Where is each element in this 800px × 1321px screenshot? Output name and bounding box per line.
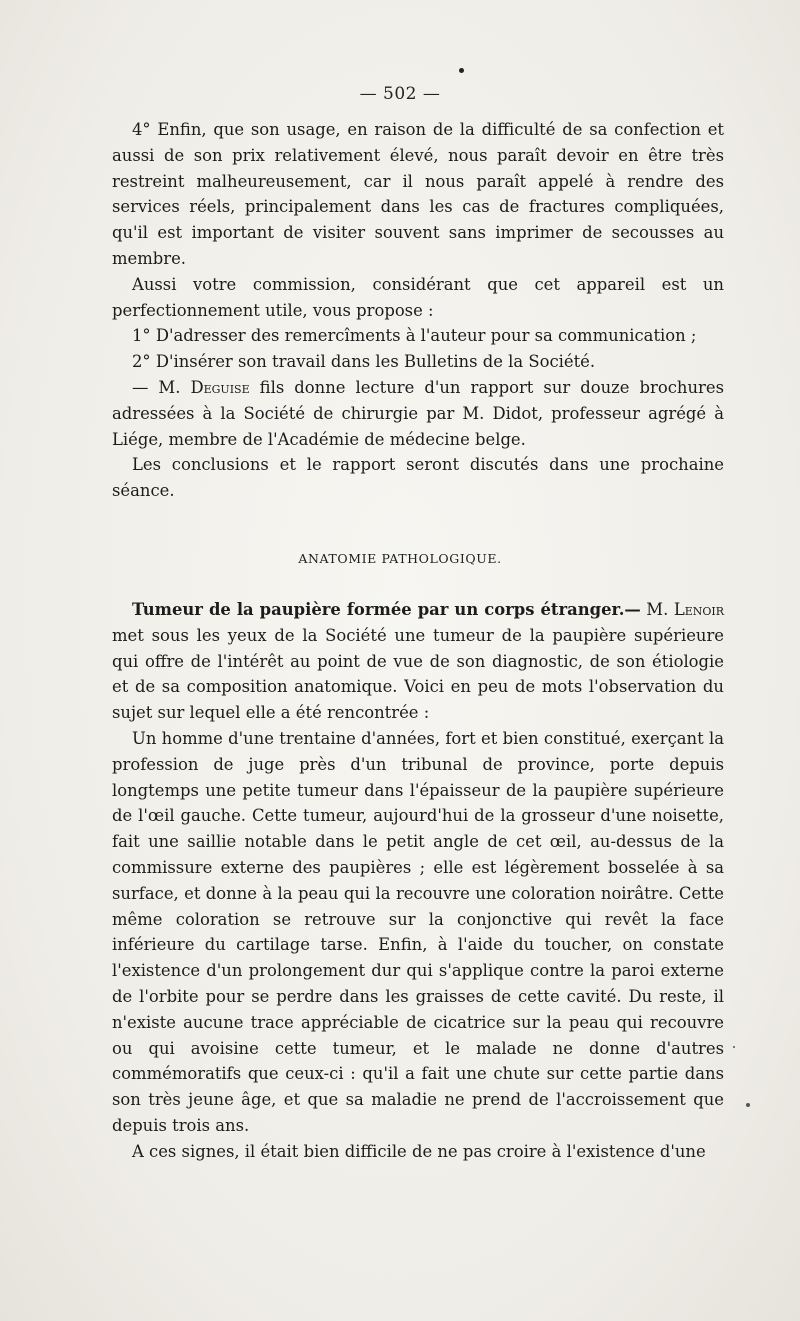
- section-heading: ANATOMIE PATHOLOGIQUE.: [298, 551, 502, 566]
- list-item-inserer: 2° D'insérer son travail dans les Bulletins de la Société.: [132, 352, 596, 372]
- paragraph-commission: Aussi votre commission, considérant que cet appareil est un perfectionnement utile, vous propose :: [112, 274, 724, 320]
- lower-text-block: [112, 597, 724, 1165]
- deguise-text: fils donne lecture d'un rapport sur douze brochures adressées à la Société de chirurgie par M. Didot, professeur agrégé à Liége, membre de l'Académie de médecine belge.: [112, 377, 724, 449]
- paragraph-observation: Un homme d'une trentaine d'années, fort et bien constitué, exerçant la profession de juge près d'un tribunal de province, porte depuis longtemps une petite tumeur dans l'épaisseur de la paupière supérieure de l'œil gauche. Cette tumeur, aujourd'hui de la grosseur d'une noisette, fait une saillie notable dans le petit angle de cet œil, au-dessus de la commissure externe des paupières ; elle est légèrement bosselée à sa surface, et donne à la peau qui la recouvre une coloration noirâtre. Cette même coloration se retrouve sur la conjonctive qui revêt la face inférieure du cartilage tarse. Enfin, à l'aide du toucher, on constate l'existence d'un prolongement dur qui s'applique contre la paroi externe de l'orbite pour se perdre dans les graisses de cette cavité. Du reste, il n'existe aucune trace appréciable de cicatrice sur la peau qui recouvre ou qui avoisine cette tumeur, et le malade ne donne d'autres commémoratifs que ceux-ci : qu'il a fait une chute sur cette partie dans son très jeune âge, et que sa maladie ne prend de l'accroissement que depuis trois ans.: [112, 728, 724, 1135]
- paragraph-conclusions: Les conclusions et le rapport seront discutés dans une prochaine séance.: [112, 455, 724, 501]
- ink-speck: [459, 68, 464, 73]
- upper-text-block: [112, 117, 724, 504]
- ink-speck: [733, 1046, 735, 1048]
- ink-speck: [746, 1103, 750, 1107]
- paragraph-signes: A ces signes, il était bien difficile de ne pas croire à l'existence d'une: [132, 1141, 706, 1161]
- paragraph-deguise: [112, 375, 724, 452]
- lenoir-prefix: M.: [640, 600, 674, 619]
- page-number: — 502 —: [359, 84, 441, 104]
- paragraph-enfin: 4° Enfin, que son usage, en raison de la difficulté de sa confection et aussi de son prix relativement élevé, nous paraît devoir en être très restreint malheureusement, car il nous paraît appelé à rendre des services réels, principalement dans les cas de fractures compliquées, qu'il est important de visiter souvent sans imprimer de secousses au membre.: [112, 120, 724, 268]
- deguise-name: Deguise: [190, 377, 250, 397]
- list-item-remerciments: 1° D'adresser des remercîments à l'auteur pour sa communication ;: [132, 326, 697, 346]
- lenoir-text: met sous les yeux de la Société une tumeur de la paupière supérieure qui offre de l'intérêt au point de vue de son diagnostic, de son étiologie et de sa composition anatomique. Voici en peu de mots l'observation du sujet sur lequel elle a été rencontrée :: [112, 625, 724, 723]
- paragraph-tumeur: [112, 597, 724, 726]
- deguise-prefix: — M.: [132, 377, 191, 397]
- lenoir-name: Lenoir: [673, 600, 724, 619]
- subsection-title: Tumeur de la paupière formée par un corps étranger.—: [132, 600, 641, 619]
